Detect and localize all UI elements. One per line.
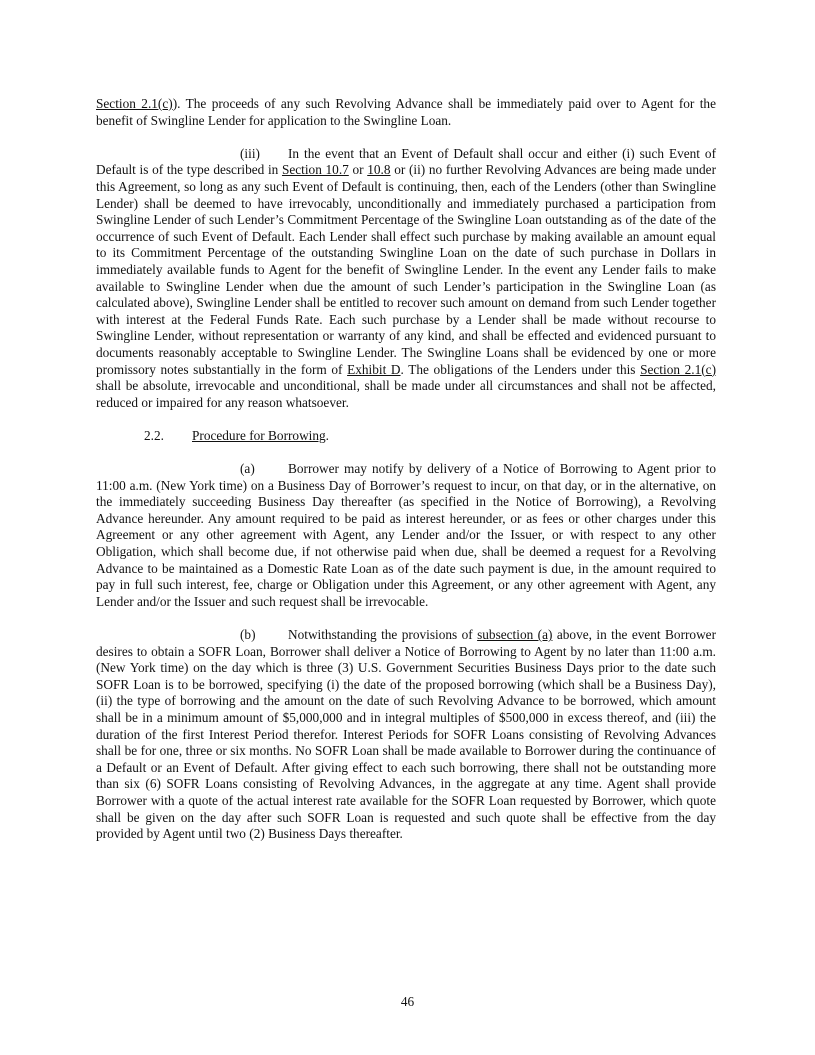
section-reference: Section 2.1(c) (640, 361, 717, 377)
section-reference: 10.8 (367, 162, 391, 178)
paragraph-iii: (iii) In the event that an Event of Default shall occur and either (i) such Event of Default is of the type described in Section 10.7 or 10.8 or (ii) no further Revolving Advances are being made under this Agreement, so long as any such Event of Default is continuing, then, each of the Lenders (other than Swingline Lender) shall be deemed to have irrevocably, unconditionally and immediately purchased a participation from Swingline Lender of such Lender’s Commitment Percentage of the Swingline Loan outstanding as of the date of the occurrence of such Event of Default. Each Lender shall effect such purchase by making available an amount equal to its Commitment Percentage of the outstanding Swingline Loan on the date of such purchase in Dollars in immediately available funds to Agent for the benefit of Swingline Lender. In the event any Lender fails to make available to Swingline Lender when due the amount of such Lender’s participation in the Swingline Loan (as calculated above), Swingline Lender shall be entitled to recover such amount on demand from such Lender together with interest at the Federal Funds Rate. Each such purchase by a Lender shall be made without recourse to Swingline Lender, without representation or warranty of any kind, and shall be effected and evidenced pursuant to documents reasonably acceptable to Swingline Lender. The Swingline Loans shall be evidenced by one or more promissory notes substantially in the form of Exhibit D. The obligations of the Lenders under this Section 2.1(c) shall be absolute, irrevocable and unconditional, shall be made under all circumstances and shall not be affected, reduced or impaired for any reason whatsoever. (96, 145, 717, 410)
paragraph-text: Borrower may notify by delivery of a Notice of Borrowing to Agent prior to 11:00 a.m. (New York time) on a Business Day of Borrower’s request to incur, on that day, or in the alternative, on the immediately succeeding Business Day thereafter (as specified in the Notice of Borrowing), a Revolving Advance hereunder. Any amount required to be paid as interest hereunder, or as fees or other charges under this Agreement or any other agreement with Agent, any Lender and/or the Issuer, or with respect to any other Obligation, which shall become due, if not otherwise paid when due, shall be deemed a request for a Revolving Advance to be maintained as a Domestic Rate Loan as of the date such payment is due, in the amount required to pay in full such interest, fee, charge or Obligation under this Agreement, or any other agreement with Agent, any Lender and/or the Issuer and such request shall be irrevocable. (96, 461, 716, 609)
paragraph-a (96, 461, 716, 610)
paragraph-label: (b) (240, 627, 256, 642)
page-number: 46 (400, 994, 415, 1009)
section-reference: Section 2.1(c) (96, 96, 173, 111)
paragraph-continuation (96, 96, 716, 129)
section-heading: 2.2. Procedure for Borrowing. (144, 427, 329, 443)
exhibit-reference: Exhibit D (347, 361, 401, 377)
section-title: Procedure for Borrowing (192, 427, 326, 443)
section-number: 2.2. (144, 427, 164, 443)
document-page (96, 96, 716, 843)
section-reference: Section 10.7 (281, 162, 349, 178)
paragraph-b: (b) Notwithstanding the provisions of subsection (a) above, in the event Borrower desires to obtain a SOFR Loan, Borrower shall deliver a Notice of Borrowing to Agent by no later than 11:00 a.m. (New York time) on the day which is three (3) U.S. Government Securities Business Days prior to the date such SOFR Loan is to be borrowed, specifying (i) the date of the proposed borrowing (which shall be a Business Day), (ii) the type of borrowing and the amount on the date of such Revolving Advance to be borrowed, which amount shall be in a minimum amount of $5,000,000 and in integral multiples of $500,000 in excess thereof, and (iii) the duration of the first Interest Period therefor. Interest Periods for SOFR Loans consisting of Revolving Advances shall be for one, three or six months. No SOFR Loan shall be made available to Borrower during the continuance of a Default or an Event of Default. After giving effect to each such borrowing, there shall not be outstanding more than six (6) SOFR Loans consisting of Revolving Advances, in the aggregate at any time. Agent shall provide Borrower with a quote of the actual interest rate available for the SOFR Loan requested by Borrower, which quote shall be given on the day after such SOFR Loan is requested and such quote shall be effective from the day provided by Agent until two (2) Business Days thereafter. (96, 627, 717, 842)
paragraph-label: (a) (240, 461, 255, 477)
paragraph-text: ). The proceeds of any such Revolving Advance shall be immediately paid over to Agent for the benefit of Swingline Lender for application to the Swingline Loan. (96, 96, 716, 128)
subsection-reference: subsection (a) (477, 627, 553, 642)
paragraph-label: (iii) (240, 145, 260, 161)
